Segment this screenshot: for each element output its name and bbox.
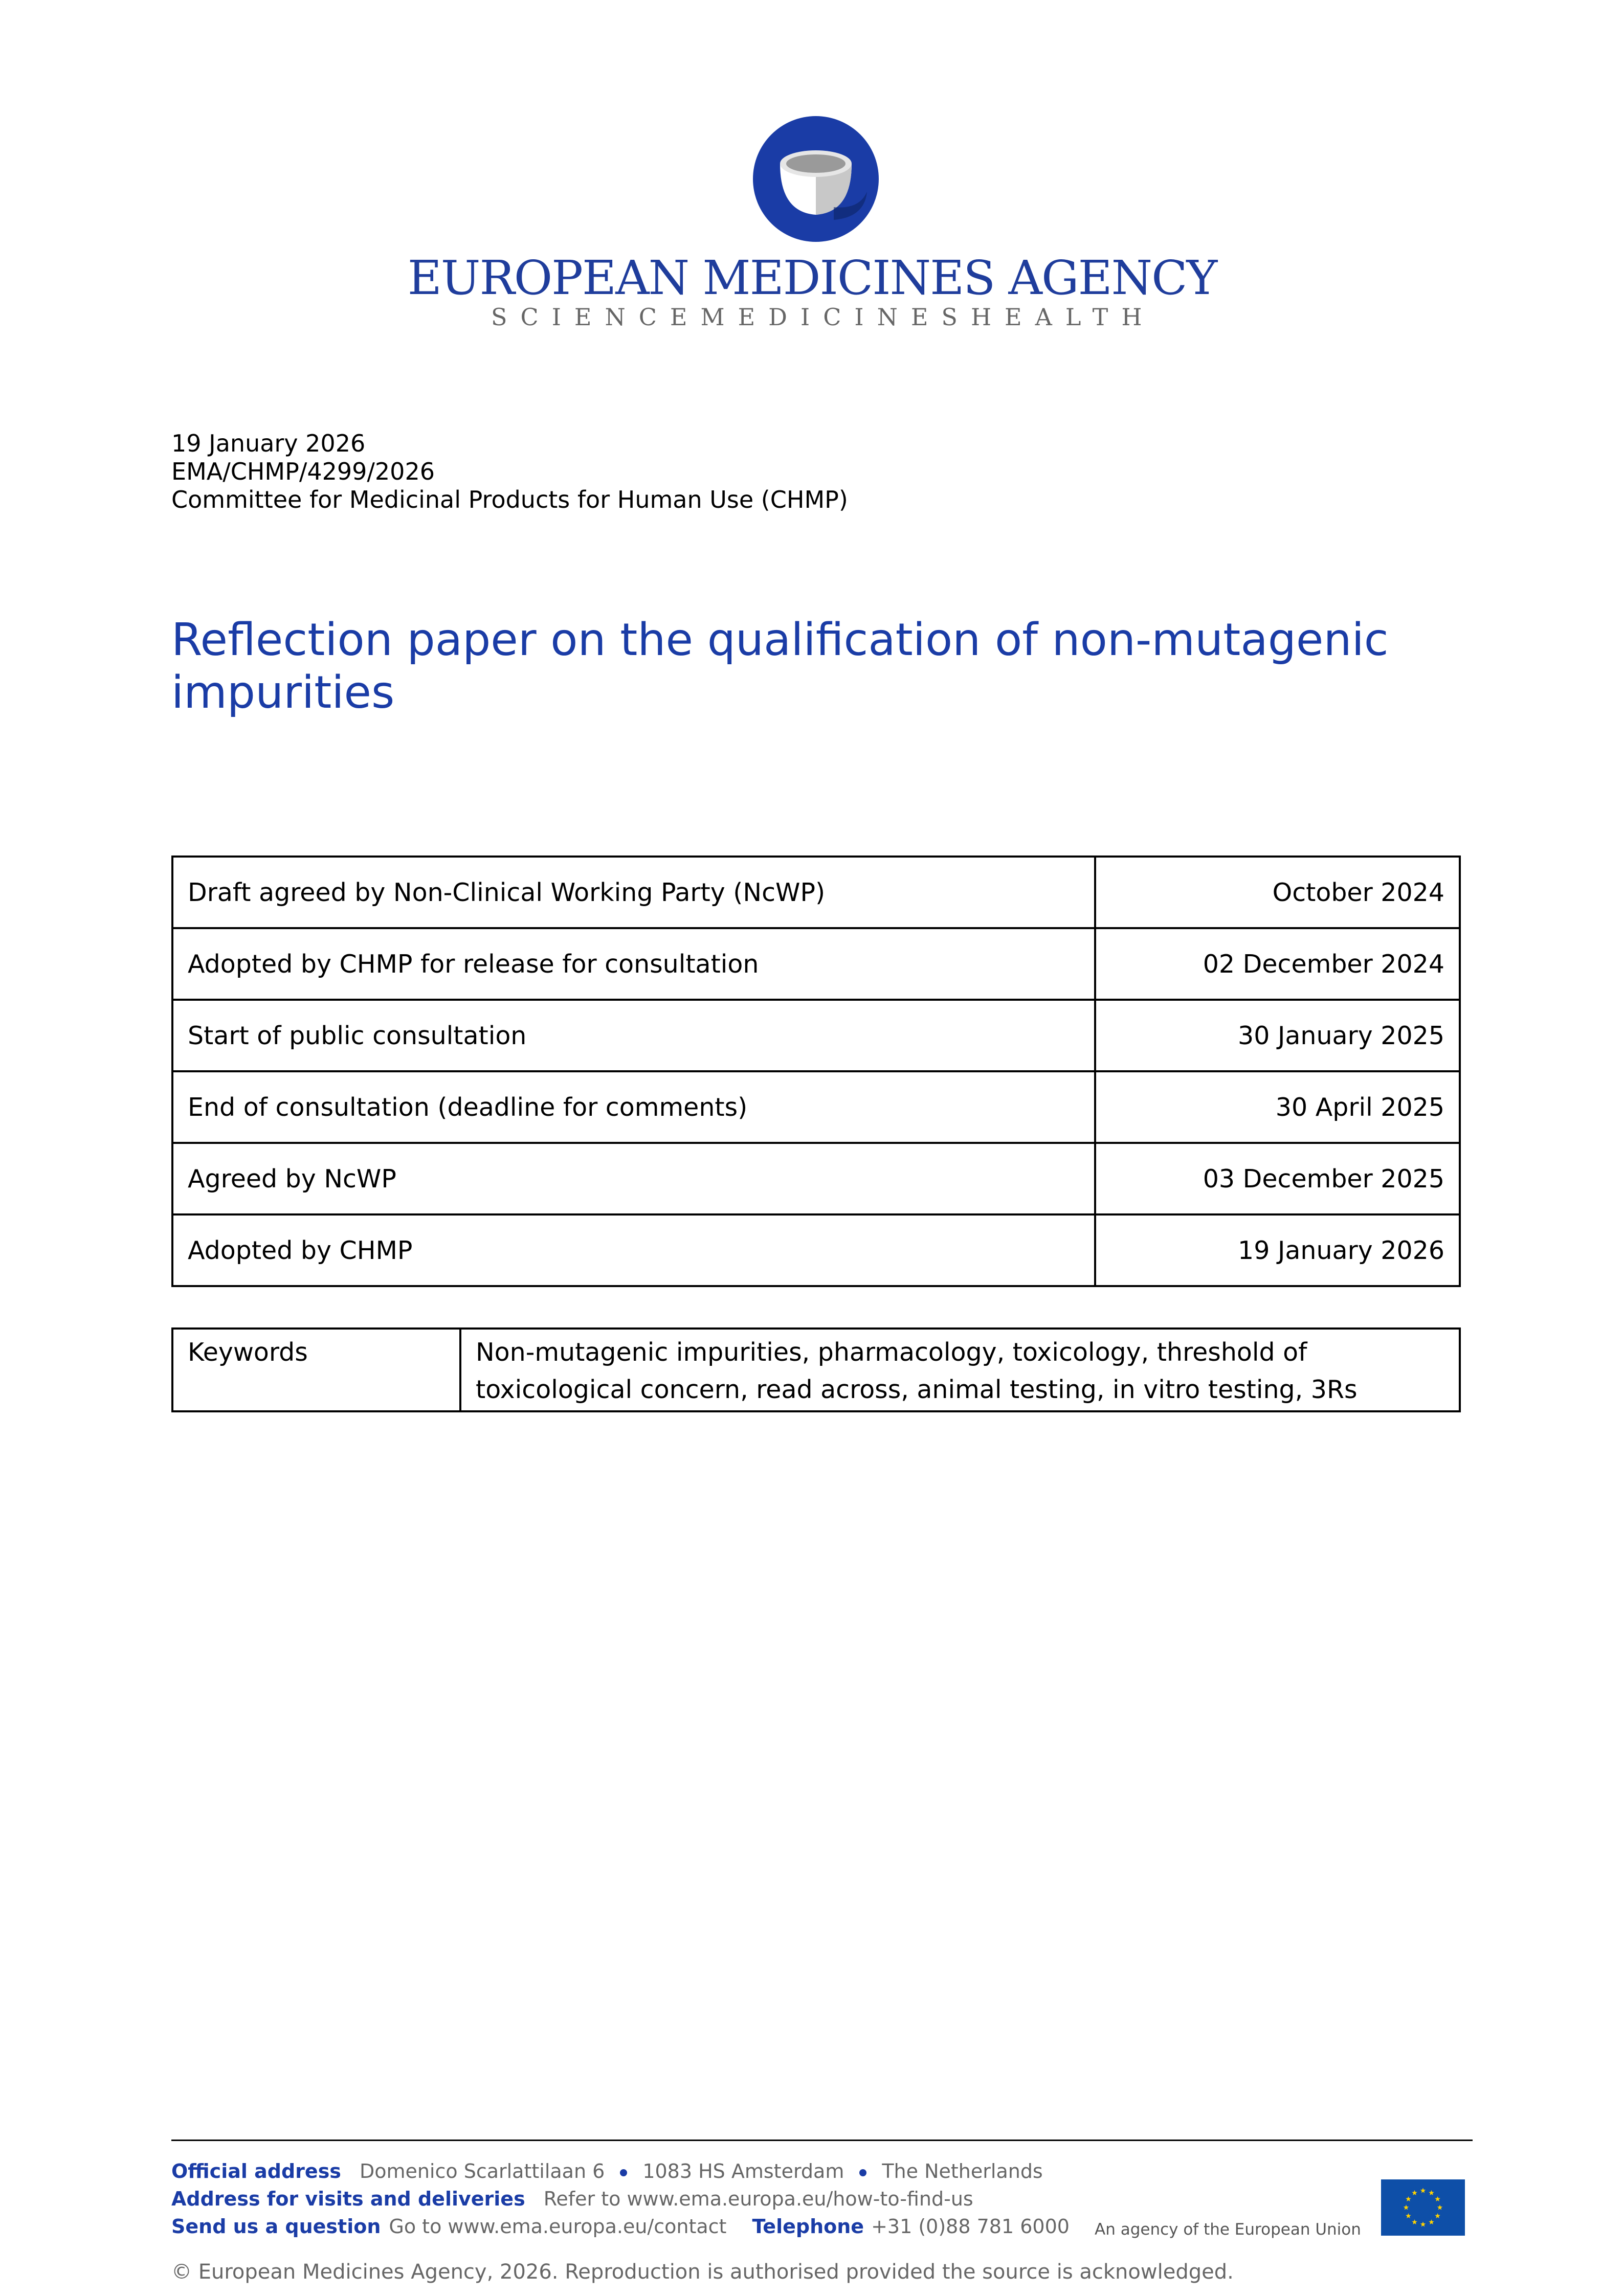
keywords-label: Keywords <box>172 1329 460 1411</box>
milestone-label: Start of public consultation <box>172 1000 1095 1071</box>
agency-tagline <box>491 303 1155 331</box>
telephone-label: Telephone <box>752 2215 864 2238</box>
keywords-table <box>171 1327 1461 1412</box>
table-row <box>172 1071 1460 1143</box>
document-meta <box>171 430 848 514</box>
table-row <box>172 1000 1460 1071</box>
milestone-date: 30 April 2025 <box>1095 1071 1460 1143</box>
address-street: Domenico Scarlattilaan 6 <box>359 2160 605 2182</box>
milestone-label: Agreed by NcWP <box>172 1143 1095 1214</box>
document-reference: EMA/CHMP/4299/2026 <box>171 458 435 485</box>
copyright-notice: © European Medicines Agency, 2026. Reproduction is authorised provided the source is acknowledged. <box>171 2260 1234 2284</box>
milestone-label: Adopted by CHMP for release for consultation <box>172 928 1095 1000</box>
milestone-date: 02 December 2024 <box>1095 928 1460 1000</box>
milestone-date: 30 January 2025 <box>1095 1000 1460 1071</box>
footer-divider <box>171 2140 1473 2141</box>
milestone-label: End of consultation (deadline for comments) <box>172 1071 1095 1143</box>
footer-official-address <box>171 2160 1043 2182</box>
bullet-icon <box>620 2169 627 2176</box>
table-row <box>172 1329 1460 1411</box>
table-row <box>172 1143 1460 1214</box>
keywords-value: Non-mutagenic impurities, pharmacology, toxicology, threshold of toxicological concern, read across, animal testing, in vitro testing, 3Rs <box>460 1329 1460 1411</box>
tagline-word: HEALTH <box>970 303 1155 331</box>
official-address-label: Official address <box>171 2160 341 2182</box>
ema-emblem-logo <box>752 115 880 243</box>
tagline-word: MEDICINES <box>700 303 971 331</box>
document-date: 19 January 2026 <box>171 430 366 457</box>
milestone-date: October 2024 <box>1095 857 1460 928</box>
milestone-label: Adopted by CHMP <box>172 1214 1095 1286</box>
visits-label: Address for visits and deliveries <box>171 2188 525 2210</box>
milestones-table <box>171 856 1461 1287</box>
eu-flag-icon <box>1381 2179 1465 2236</box>
table-row <box>172 857 1460 928</box>
address-country: The Netherlands <box>882 2160 1043 2182</box>
milestone-date: 03 December 2025 <box>1095 1143 1460 1214</box>
milestone-date: 19 January 2026 <box>1095 1214 1460 1286</box>
footer-visits <box>171 2188 973 2210</box>
visits-link[interactable]: Refer to www.ema.europa.eu/how-to-find-us <box>543 2188 973 2210</box>
tagline-word: SCIENCE <box>491 303 701 331</box>
contact-link[interactable]: Go to www.ema.europa.eu/contact <box>389 2215 727 2238</box>
milestone-label: Draft agreed by Non-Clinical Working Party (NcWP) <box>172 857 1095 928</box>
bullet-icon <box>859 2169 866 2176</box>
document-title: Reflection paper on the qualification of non-mutagenic impurities <box>171 614 1389 718</box>
telephone-number: +31 (0)88 781 6000 <box>871 2215 1070 2238</box>
footer-contact <box>171 2215 1070 2238</box>
committee-name: Committee for Medicinal Products for Human Use (CHMP) <box>171 486 848 513</box>
table-row <box>172 928 1460 1000</box>
table-row <box>172 1214 1460 1286</box>
address-city: 1083 HS Amsterdam <box>642 2160 844 2182</box>
agency-name: EUROPEAN MEDICINES AGENCY <box>407 251 1217 305</box>
question-label: Send us a question <box>171 2215 381 2238</box>
eu-agency-label: An agency of the European Union <box>1095 2220 1361 2239</box>
